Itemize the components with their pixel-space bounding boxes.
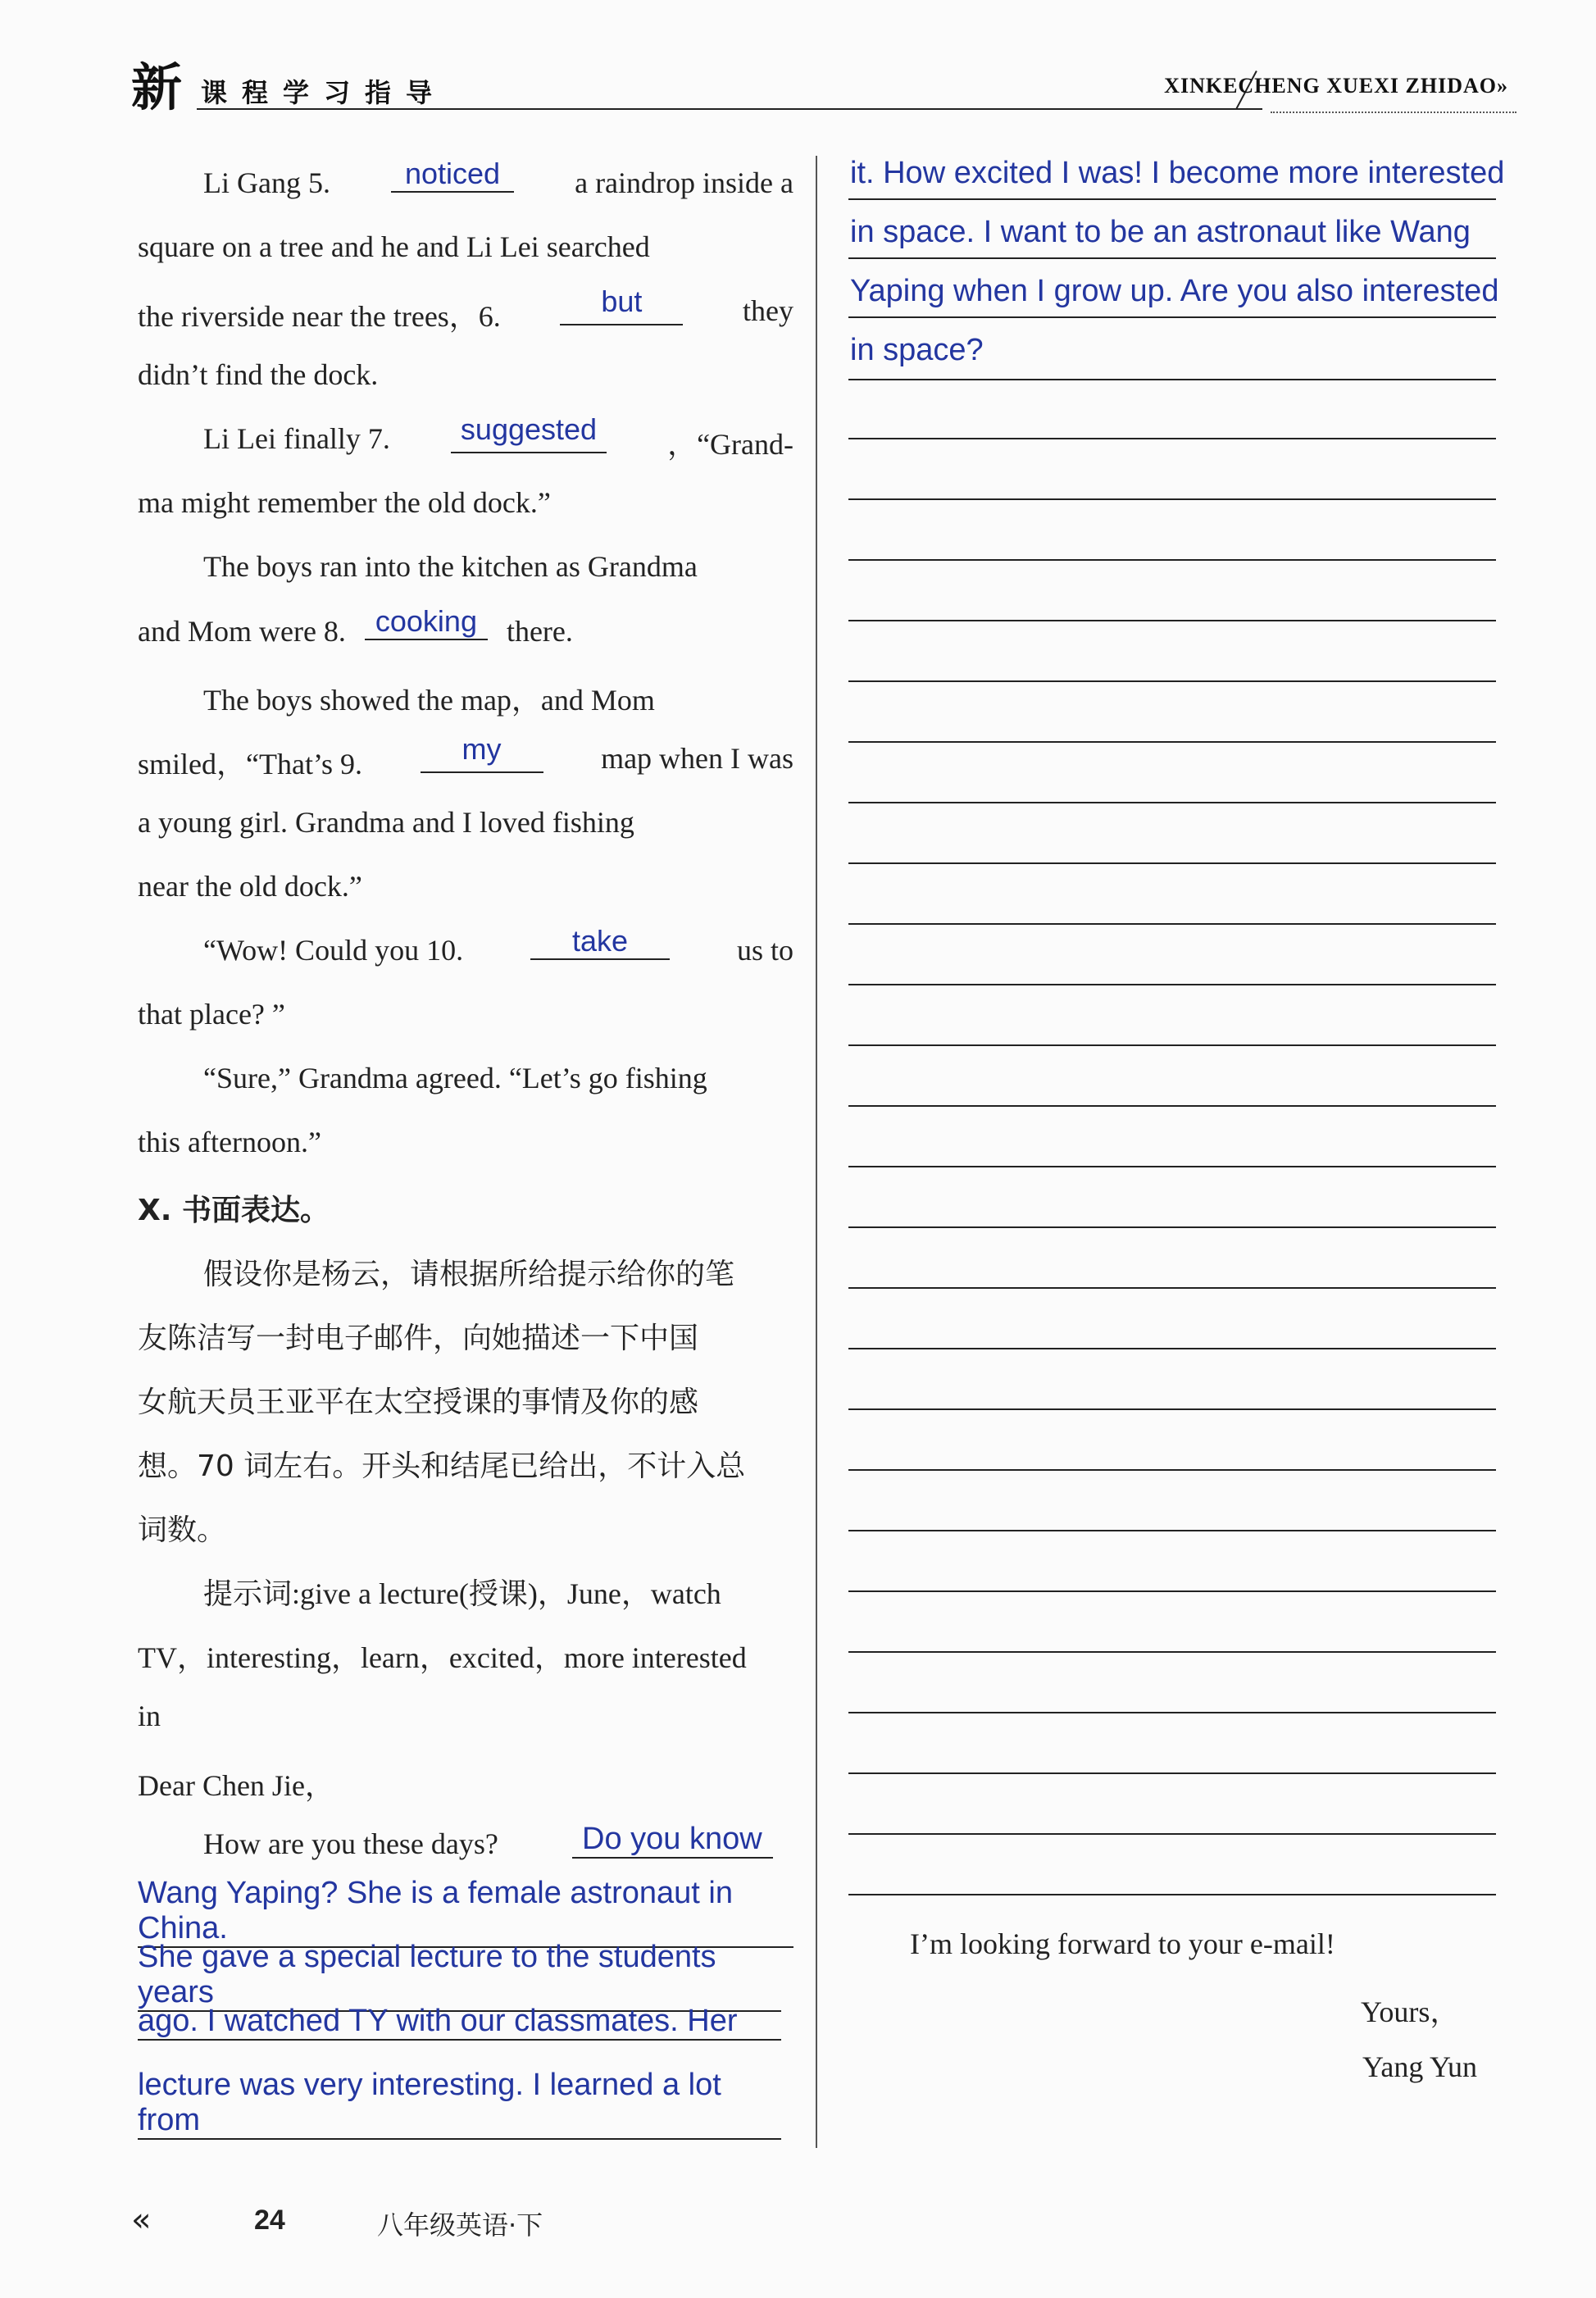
writing-line bbox=[848, 741, 1496, 743]
answer-underline bbox=[572, 1822, 773, 1859]
writing-line bbox=[848, 257, 1496, 259]
story-line: this afternoon.” bbox=[138, 1126, 321, 1158]
answer-underline bbox=[138, 2004, 781, 2041]
answer-blank-8: cooking bbox=[365, 603, 488, 640]
writing-line bbox=[848, 680, 1496, 682]
story-line bbox=[138, 284, 793, 335]
story-line bbox=[138, 732, 793, 783]
writing-line bbox=[848, 1712, 1496, 1713]
writing-line bbox=[848, 1833, 1496, 1835]
column-divider bbox=[816, 156, 817, 2148]
story-line bbox=[138, 604, 573, 650]
answer-blank-10: take bbox=[530, 923, 670, 960]
story-line: The boys ran into the kitchen as Grandma bbox=[203, 550, 698, 583]
instruction-line: 想。70 词左右。开头和结尾已给出，不计入总 bbox=[138, 1449, 746, 1483]
instruction-line: 友陈洁写一封电子邮件，向她描述一下中国 bbox=[138, 1322, 699, 1355]
writing-line bbox=[848, 198, 1496, 200]
header-pinyin-text: XINKECHENG XUEXI ZHIDAO bbox=[1164, 74, 1497, 98]
letter-closing: I’m looking forward to your e-mail! bbox=[910, 1927, 1335, 1960]
hint-line: in bbox=[138, 1700, 161, 1732]
text: ，“Grand- bbox=[667, 428, 793, 461]
handwritten-answer: it. How excited I was! I become more interested bbox=[850, 156, 1505, 190]
writing-line bbox=[848, 1105, 1496, 1107]
handwritten-answer: ago. I watched TY with our classmates. Her bbox=[138, 2004, 738, 2038]
story-line bbox=[138, 924, 793, 970]
writing-line bbox=[848, 1408, 1496, 1410]
answer-underline bbox=[138, 1876, 793, 1948]
writing-line bbox=[848, 862, 1496, 864]
writing-line bbox=[848, 438, 1496, 439]
logo: 新 bbox=[131, 57, 183, 117]
header-pinyin-title bbox=[1164, 74, 1508, 98]
writing-line bbox=[848, 802, 1496, 803]
text: they bbox=[743, 294, 793, 327]
page-header bbox=[131, 57, 1508, 123]
text: Li Gang 5. bbox=[203, 166, 330, 199]
handwritten-answer: Yaping when I grow up. Are you also interested bbox=[850, 274, 1499, 308]
writing-line bbox=[848, 498, 1496, 500]
chevron-left-icon: « bbox=[131, 2201, 152, 2239]
writing-line bbox=[848, 1530, 1496, 1531]
story-line: didn’t find the dock. bbox=[138, 358, 379, 391]
letter-opening: How are you these days? bbox=[203, 1827, 498, 1860]
handwritten-answer: lecture was very interesting. I learned a lot from bbox=[138, 2068, 721, 2137]
hint-line: TV，interesting，learn，excited，more interested bbox=[138, 1641, 747, 1674]
handwritten-answer: in space? bbox=[850, 333, 984, 367]
story-line: ma might remember the old dock.” bbox=[138, 486, 551, 519]
book-grade-label: 八年级英语·下 bbox=[377, 2209, 543, 2241]
text: a raindrop inside a bbox=[575, 166, 793, 199]
header-dotted-rule bbox=[1271, 111, 1516, 113]
story-line bbox=[138, 412, 793, 463]
answer-blank-7: suggested bbox=[451, 412, 607, 453]
instruction-line: 假设你是杨云，请根据所给提示给你的笔 bbox=[203, 1258, 735, 1291]
text: “Wow! Could you 10. bbox=[203, 934, 464, 967]
writing-line bbox=[848, 316, 1496, 318]
letter-signature: Yang Yun bbox=[1362, 2050, 1478, 2083]
story-line bbox=[138, 157, 793, 202]
text: smiled，“That’s 9. bbox=[138, 748, 362, 780]
text: and Mom were 8. bbox=[138, 615, 346, 648]
writing-line bbox=[848, 1894, 1496, 1895]
writing-line bbox=[848, 1651, 1496, 1653]
text: the riverside near the trees，6. bbox=[138, 300, 501, 333]
hint-line: 提示词:give a lecture(授课)，June，watch bbox=[203, 1577, 721, 1610]
text: us to bbox=[736, 934, 793, 967]
writing-line bbox=[848, 1348, 1496, 1349]
text: there. bbox=[506, 615, 573, 648]
story-line: near the old dock.” bbox=[138, 870, 362, 903]
story-line: “Sure,” Grandma agreed. “Let’s go fishing bbox=[203, 1062, 707, 1094]
story-line: a young girl. Grandma and I loved fishing bbox=[138, 806, 634, 839]
handwritten-answer: Do you know bbox=[582, 1822, 762, 1856]
page-footer bbox=[131, 2201, 787, 2250]
story-line: square on a tree and he and Li Lei searched bbox=[138, 230, 650, 263]
handwritten-answer: Wang Yaping? She is a female astronaut in China. bbox=[138, 1876, 733, 1945]
writing-line bbox=[848, 1166, 1496, 1167]
section-heading: X. 书面表达。 bbox=[138, 1194, 330, 1227]
writing-line bbox=[848, 1044, 1496, 1046]
header-rule bbox=[197, 108, 1262, 110]
handwritten-answer: She gave a special lecture to the students years bbox=[138, 1940, 716, 2009]
chevron-right-icon: » bbox=[1497, 74, 1508, 98]
answer-blank-5: noticed bbox=[391, 156, 514, 193]
answer-blank-6: but bbox=[560, 284, 683, 325]
letter-sign-off: Yours， bbox=[1361, 1995, 1460, 2028]
writing-line bbox=[848, 1772, 1496, 1774]
answer-underline bbox=[138, 1940, 781, 2012]
text: map when I was bbox=[601, 742, 793, 775]
writing-line bbox=[848, 379, 1496, 380]
writing-line bbox=[848, 984, 1496, 985]
story-line: The boys showed the map，and Mom bbox=[203, 684, 655, 717]
story-line: that place? ” bbox=[138, 998, 285, 1031]
answer-blank-9: my bbox=[421, 731, 543, 773]
header-title: 课程学习指导 bbox=[201, 77, 448, 108]
answer-underline bbox=[138, 2068, 781, 2140]
handwritten-answer: in space. I want to be an astronaut like Wang bbox=[850, 215, 1471, 249]
writing-line bbox=[848, 1469, 1496, 1471]
writing-line bbox=[848, 1590, 1496, 1592]
text: Li Lei finally 7. bbox=[203, 422, 390, 455]
writing-line bbox=[848, 1226, 1496, 1228]
letter-greeting: Dear Chen Jie， bbox=[138, 1769, 334, 1802]
instruction-line: 词数。 bbox=[138, 1513, 227, 1547]
writing-line bbox=[848, 559, 1496, 561]
writing-line bbox=[848, 1287, 1496, 1289]
page-number: 24 bbox=[254, 2205, 285, 2236]
writing-line bbox=[848, 620, 1496, 621]
instruction-line: 女航天员王亚平在太空授课的事情及你的感 bbox=[138, 1386, 699, 1419]
writing-line bbox=[848, 923, 1496, 925]
